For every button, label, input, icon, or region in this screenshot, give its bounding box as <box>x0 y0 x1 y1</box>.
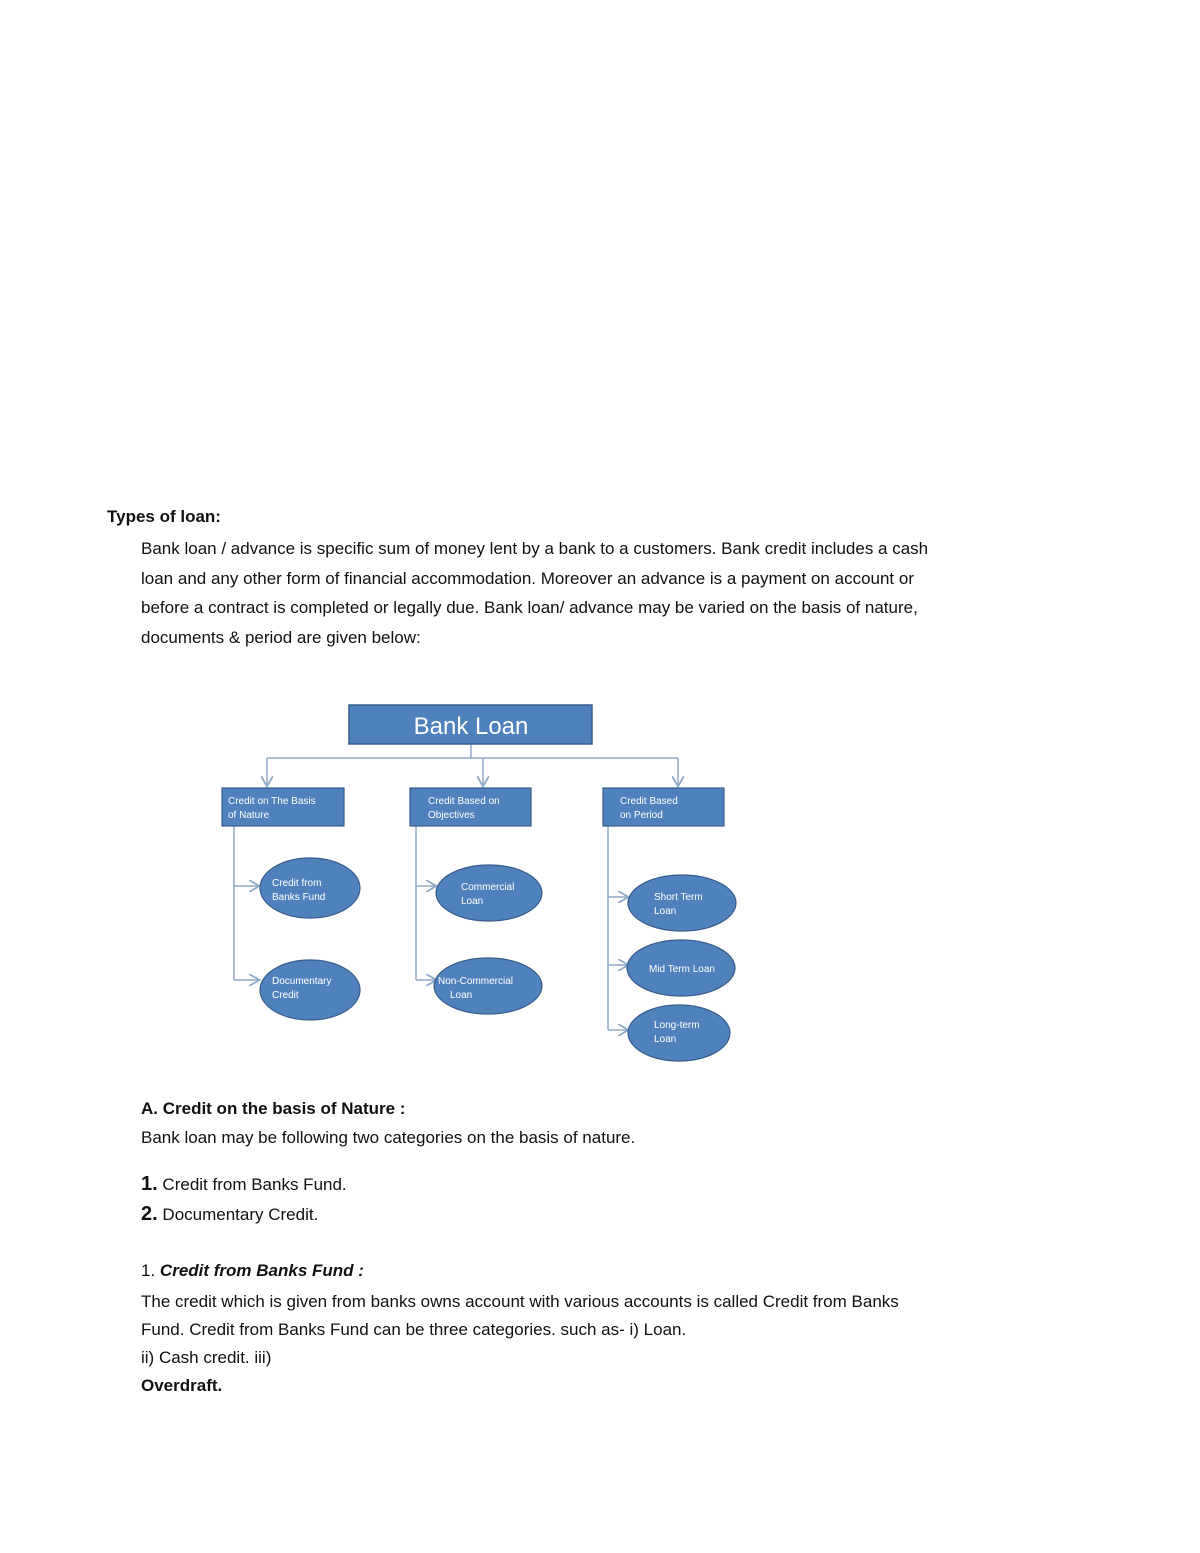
branch-label-line: of Nature <box>228 810 270 821</box>
child-ellipse <box>436 865 542 921</box>
child-label-line: Banks Fund <box>272 892 326 903</box>
child-ellipse <box>628 875 736 931</box>
section-heading: Types of loan: <box>107 507 221 526</box>
body-line: Fund. Credit from Banks Fund can be three categories. such as- i) Loan. <box>141 1320 687 1339</box>
child-label-line: Documentary <box>272 976 332 987</box>
branch-label-line: Credit Based on <box>428 796 500 807</box>
child-label-line: Credit from <box>272 878 322 889</box>
branch-label-line: Credit on The Basis <box>228 796 316 807</box>
subsection-title: Credit from Banks Fund : <box>159 1261 364 1280</box>
intro-line: documents & period are given below: <box>141 627 421 647</box>
body-line: The credit which is given from banks owns account with various accounts is called Credit from Banks <box>141 1292 899 1311</box>
branch-label-line: Credit Based <box>620 796 678 807</box>
child-label-line: Non-Commercial <box>438 976 514 987</box>
list-text: Documentary Credit. <box>162 1205 319 1224</box>
subsection-number: 1. <box>141 1261 156 1280</box>
diagram-svg <box>190 690 770 1070</box>
bank-loan-diagram <box>190 690 770 1070</box>
section-a-description: Bank loan may be following two categories on the basis of nature. <box>141 1128 636 1147</box>
child-label-line: Short Term <box>654 892 703 903</box>
subsection-heading <box>141 1261 364 1281</box>
child-label-line: Loan <box>450 990 473 1001</box>
list-number: 2. <box>141 1203 158 1225</box>
branch-label-line: Objectives <box>428 810 475 821</box>
child-label-line: Mid Term Loan <box>649 964 715 975</box>
intro-line: before a contract is completed or legally due. Bank loan/ advance may be varied on the basis of nature, <box>141 598 918 617</box>
child-label-line: Loan <box>654 1034 677 1045</box>
child-label-line: Commercial <box>461 882 515 893</box>
child-label-line: Credit <box>272 990 299 1001</box>
child-label-line: Long-term <box>654 1020 700 1031</box>
root-label: Bank Loan <box>413 713 529 740</box>
child-label-line: Loan <box>461 896 484 907</box>
section-a-title: A. Credit on the basis of Nature : <box>141 1099 406 1118</box>
child-ellipse <box>628 1005 730 1061</box>
intro-line: loan and any other form of financial accommodation. Moreover an advance is a payment on account or <box>141 568 914 588</box>
intro-paragraph <box>141 534 1051 652</box>
subsection-body <box>141 1288 1041 1400</box>
body-line: ii) Cash credit. iii) <box>141 1348 272 1367</box>
body-line-overdraft: Overdraft. <box>141 1376 223 1395</box>
intro-line: Bank loan / advance is specific sum of money lent by a bank to a customers. Bank credit includes a cash <box>141 539 929 558</box>
list-item <box>141 1203 318 1226</box>
list-item <box>141 1173 347 1196</box>
child-label-line: Loan <box>654 906 677 917</box>
branch-label-line: on Period <box>620 810 663 821</box>
list-text: Credit from Banks Fund. <box>162 1175 347 1194</box>
list-number: 1. <box>141 1173 158 1195</box>
